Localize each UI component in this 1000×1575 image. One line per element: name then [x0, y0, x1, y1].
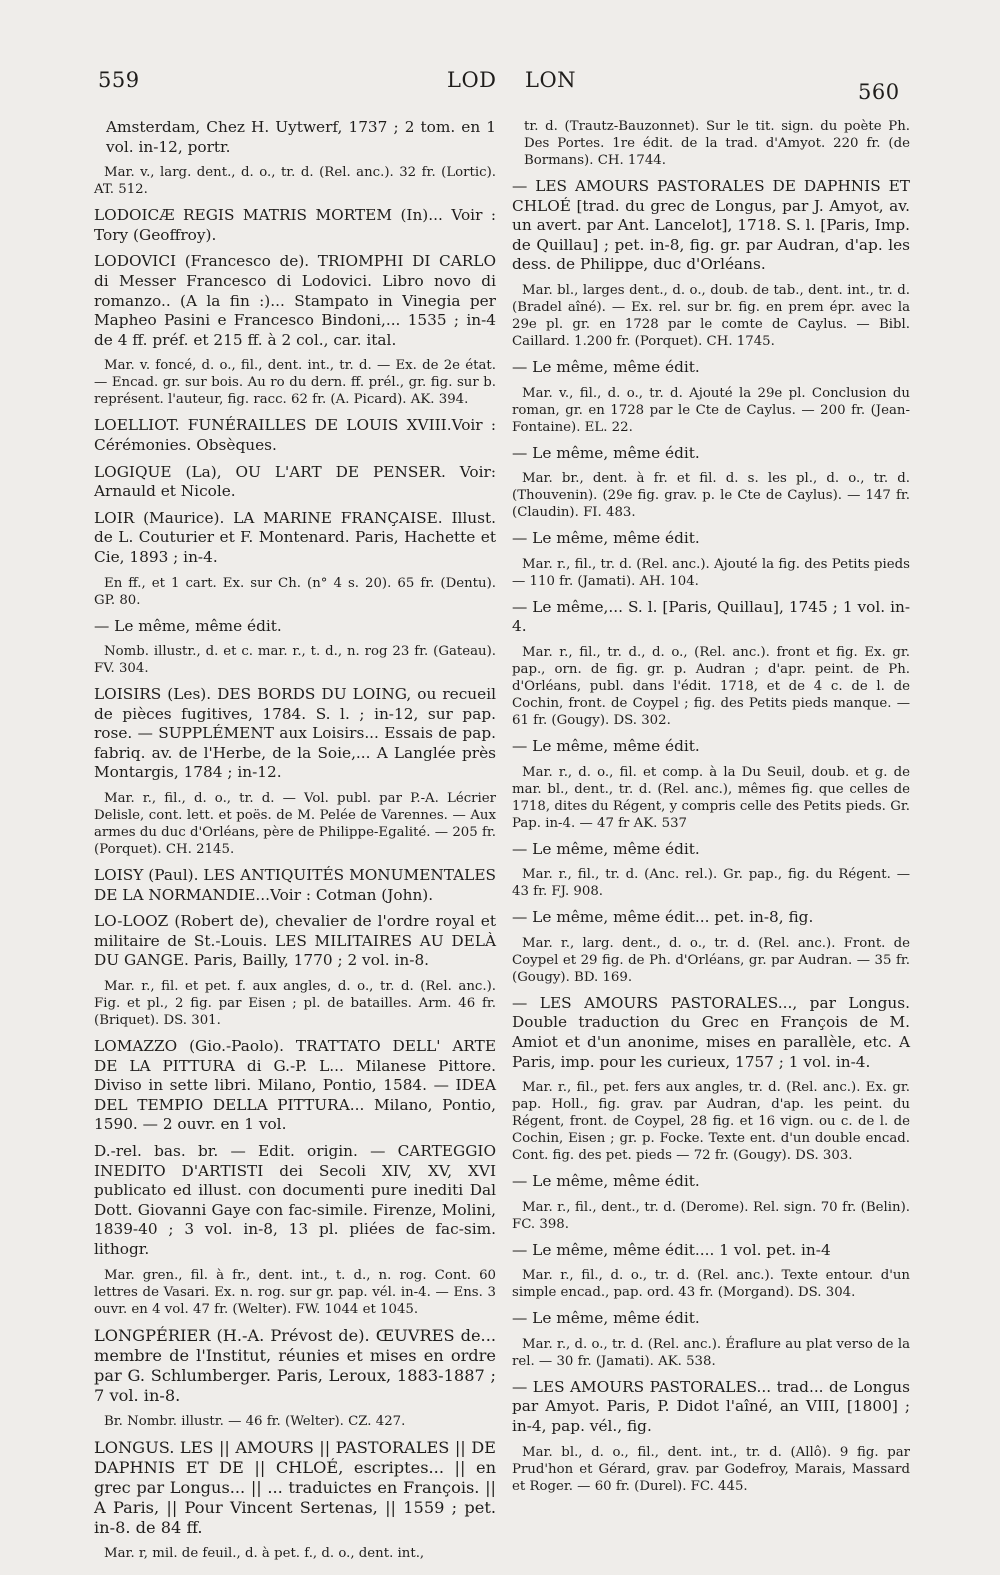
page-number-right: 560	[858, 80, 900, 104]
entry-note: Mar. r., d. o., fil. et comp. à la Du Seuil, doub. et g. de mar. bl., dent., tr. d. (Rel. anc.), mêmes fig. que celles de 1718, dites du Régent, y compris celle des Petits pieds. Gr. Pap. in-4. — 47 fr AK. 537	[512, 764, 910, 831]
entry-note: Br. Nombr. illustr. — 46 fr. (Welter). CZ. 427.	[104, 1413, 406, 1429]
entry-note: Mar. bl., d. o., fil., dent. int., tr. d. (Allô). 9 fig. par Prud'hon et Gérard, grav. par Godefroy, Marais, Massard et Roger. — 60 fr. (Durel). FC. 445.	[512, 1444, 910, 1494]
entry-note: D.-rel. bas. br. — Edit. origin. — CARTEGGIO INEDITO D'ARTISTI dei Secoli XIV, XV, XVI publicato ed illust. con documenti pure inediti Dal Dott. Giovanni Gaye con fac-simile. Firenze, Molini, 1839-40 ; 3 vol. in-8, 13 pl. pliées de fac-sim. lithogr.	[94, 1142, 496, 1258]
entry-note: Nomb. illustr., d. et c. mar. r., t. d., n. rog 23 fr. (Gateau). FV. 304.	[94, 644, 496, 677]
entry-note: Mar. r, mil. de feuil., d. à pet. f., d. o., dent. int.,	[104, 1545, 425, 1561]
entry-note: Mar. r., fil., pet. fers aux angles, tr. d. (Rel. anc.). Ex. gr. pap. Holl., fig. grav. par Audran, d'ap. les peint. du Régent, front. de Coypel, 28 fig. et 16 vign. ou c. de l. de Cochin, Eisen ; gr. p. Focke. Texte ent. d'un double encad. Cont. fig. des pet. pieds — 72 fr. (Gougy). DS. 303.	[512, 1080, 910, 1164]
entry-note: Mar. v., larg. dent., d. o., tr. d. (Rel. anc.). 32 fr. (Lortic). AT. 512.	[94, 165, 496, 198]
entry-heading: LODOICÆ REGIS MATRIS MORTEM (In)... Voir : Tory (Geoffroy).	[94, 206, 496, 244]
entry-heading: — LES AMOURS PASTORALES... trad... de Longus par Amyot. Paris, P. Didot l'aîné, an VIII, [1800] ; in-4, pap. vél., fig.	[512, 1377, 910, 1436]
running-head-right: LON	[525, 68, 577, 92]
entry-heading: — LES AMOURS PASTORALES..., par Longus. Double traduction du Grec en François de M. Amiot et d'un anonime, mises en parallèle, etc. A Paris, imp. pour les curieux, 1757 ; 1 vol. in-4.	[512, 993, 910, 1071]
entry-same-edition: — Le même, même édit.	[512, 1309, 700, 1328]
entry-note: Mar. v. foncé, d. o., fil., dent. int., tr. d. — Ex. de 2e état. — Encad. gr. sur bois. Au ro du dern. ff. prél., gr. fig. sur b. représent. l'auteur, fig. racc. 62 fr. (A. Picard). AK. 394.	[94, 358, 496, 408]
entry-same-edition: — Le même, même édit.	[512, 1172, 700, 1191]
entry-note: Mar. r., d. o., tr. d. (Rel. anc.). Éraflure au plat verso de la rel. — 30 fr. (Jamati). AK. 538.	[512, 1336, 910, 1369]
entry-same-edition: — Le même, même édit.	[94, 616, 282, 635]
entry-note: Mar. r., fil., tr. d., d. o., (Rel. anc.). front et fig. Ex. gr. pap., orn. de fig. gr. p. Audran ; d'apr. peint. de Ph. d'Orléans, publ. dans l'édit. 1718, et de 4 c. de l. de Cochin, front. de Coypel ; fig. des Petits pieds manque. — 61 fr. (Gougy). DS. 302.	[512, 644, 910, 728]
entry-note: Mar. r., fil., tr. d. (Anc. rel.). Gr. pap., fig. du Régent. — 43 fr. FJ. 908.	[512, 867, 910, 900]
entry-continuation: tr. d. (Trautz-Bauzonnet). Sur le tit. sign. du poète Ph. Des Portes. 1re édit. de la trad. d'Amyot. 220 fr. (de Bormans). CH. 1744.	[524, 119, 910, 168]
entry-note: En ff., et 1 cart. Ex. sur Ch. (n° 4 s. 20). 65 fr. (Dentu). GP. 80.	[94, 575, 496, 608]
entry-heading: LOGIQUE (La), OU L'ART DE PENSER. Voir: Arnauld et Nicole.	[94, 462, 496, 501]
entry-heading: LOMAZZO (Gio.-Paolo). TRATTATO DELL' ARTE DE LA PITTURA di G.-P. L... Milanese Pittore. Diviso in sette libri. Milano, Pontio, 1584. — IDEA DEL TEMPIO DELLA PITTURA... Milano, Pontio, 1590. — 2 ouvr. en 1 vol.	[94, 1037, 496, 1134]
entry-heading: LOIR (Maurice). LA MARINE FRANÇAISE. Illust. de L. Couturier et F. Montenard. Paris, Hachette et Cie, 1893 ; in-4.	[94, 508, 496, 566]
entry-note: Mar. r., fil., d. o., tr. d. — Vol. publ. par P.-A. Lécrier Delisle, cont. lett. et poës. de M. Pelée de Varennes. — Aux armes du duc d'Orléans, père de Philippe-Egalité. — 205 fr. (Porquet). CH. 2145.	[94, 791, 496, 858]
right-column	[512, 118, 910, 1503]
running-head-left: LOD	[447, 68, 497, 92]
entry-note: Mar. r., fil., d. o., tr. d. (Rel. anc.). Texte entour. d'un simple encad., pap. ord. 43 fr. (Morgand). DS. 304.	[512, 1268, 910, 1301]
page-number-left: 559	[98, 68, 140, 92]
entry-heading: LOISIRS (Les). DES BORDS DU LOING, ou recueil de pièces fugitives, 1784. S. l. ; in-12, sur pap. rose. — SUPPLÉMENT aux Loisirs... Essais de pap. fabriq. av. de l'Herbe, de la Soie,... A Langlée près Montargis, 1784 ; in-12.	[94, 685, 496, 782]
entry-note: Mar. r., larg. dent., d. o., tr. d. (Rel. anc.). Front. de Coypel et 29 fig. de Ph. d'Orléans, gr. par Audran. — 35 fr. (Gougy). BD. 169.	[512, 935, 910, 985]
entry-same-edition: — Le même, même édit.... 1 vol. pet. in-4	[512, 1240, 831, 1259]
entry-continuation: Amsterdam, Chez H. Uytwerf, 1737 ; 2 tom. en 1 vol. in-12, portr.	[106, 118, 496, 156]
entry-note: Mar. bl., larges dent., d. o., doub. de tab., dent. int., tr. d. (Bradel aîné). — Ex. rel. sur br. fig. en prem épr. avec la 29e pl. gr. en 1728 par le comte de Caylus. — Bibl. Caillard. 1.200 fr. (Porquet). CH. 1745.	[512, 282, 910, 349]
entry-same-edition: — Le même, même édit.	[512, 529, 700, 548]
entry-heading: — LES AMOURS PASTORALES DE DAPHNIS ET CHLOÉ [trad. du grec de Longus, par J. Amyot, av. un avert. par Ant. Lancelot], 1718. S. l. [Paris, Imp. de Quillau] ; pet. in-8, fig. gr. par Audran, d'ap. les dess. de Philippe, duc d'Orléans.	[512, 177, 910, 274]
entry-note: Mar. gren., fil. à fr., dent. int., t. d., n. rog. Cont. 60 lettres de Vasari. Ex. n. rog. sur gr. pap. vél. in-4. — Ens. 3 ouvr. en 4 vol. 47 fr. (Welter). FW. 1044 et 1045.	[94, 1267, 496, 1317]
entry-note: Mar. r., fil. et pet. f. aux angles, d. o., tr. d. (Rel. anc.). Fig. et pl., 2 fig. par Eisen ; pl. de batailles. Arm. 46 fr. (Briquet). DS. 301.	[94, 979, 496, 1029]
entry-note: Mar. r., fil., dent., tr. d. (Derome). Rel. sign. 70 fr. (Belin). FC. 398.	[512, 1199, 910, 1232]
entry-same-edition: — Le même, même édit.	[512, 357, 700, 376]
entry-same-edition: — Le même, même édit.	[512, 736, 700, 755]
entry-note: Mar. v., fil., d. o., tr. d. Ajouté la 29e pl. Conclusion du roman, gr. en 1728 par le Cte de Caylus. — 200 fr. (Jean-Fontaine). EL. 22.	[512, 385, 910, 435]
entry-same-edition: — Le même,... S. l. [Paris, Quillau], 1745 ; 1 vol. in-4.	[512, 597, 910, 636]
entry-heading: LODOVICI (Francesco de). TRIOMPHI DI CARLO di Messer Francesco di Lodovici. Libro novo di romanzo.. (A la fin :)... Stampato in Vinegia per Mapheo Pasini e Francesco Bindoni,... 1535 ; in-4 de 4 ff. préf. et 215 ff. à 2 col., car. ital.	[94, 252, 496, 349]
entry-same-edition: — Le même, même édit... pet. in-8, fig.	[512, 908, 814, 927]
entry-heading: LO-LOOZ (Robert de), chevalier de l'ordre royal et militaire de St.-Louis. LES MILITAIRES AU DELÀ DU GANGE. Paris, Bailly, 1770 ; 2 vol. in-8.	[94, 912, 496, 970]
entry-heading: LONGPÉRIER (H.-A. Prévost de). ŒUVRES de... membre de l'Institut, réunies et mises en ordre par G. Schlumberger. Paris, Leroux, 1883-1887 ; 7 vol. in-8.	[94, 1325, 496, 1405]
entry-heading: LOELLIOT. FUNÉRAILLES DE LOUIS XVIII.Voir : Cérémonies. Obsèques.	[94, 416, 496, 454]
entry-heading: LONGUS. LES || AMOURS || PASTORALES || DE DAPHNIS ET DE || CHLOÉ, escriptes... || en grec par Longus... || ... traduictes en François. || A Paris, || Pour Vincent Sertenas, || 1559 ; pet. in-8. de 84 ff.	[94, 1437, 496, 1537]
entry-same-edition: — Le même, même édit.	[512, 839, 700, 858]
entry-note: Mar. br., dent. à fr. et fil. d. s. les pl., d. o., tr. d. (Thouvenin). (29e fig. grav. p. le Cte de Caylus). — 147 fr. (Claudin). FI. 483.	[512, 471, 910, 521]
entry-note: Mar. r., fil., tr. d. (Rel. anc.). Ajouté la fig. des Petits pieds — 110 fr. (Jamati). AH. 104.	[512, 556, 910, 589]
left-column	[94, 118, 496, 1570]
entry-heading: LOISY (Paul). LES ANTIQUITÉS MONUMENTALES DE LA NORMANDIE...Voir : Cotman (John).	[94, 866, 496, 904]
entry-same-edition: — Le même, même édit.	[512, 443, 700, 462]
